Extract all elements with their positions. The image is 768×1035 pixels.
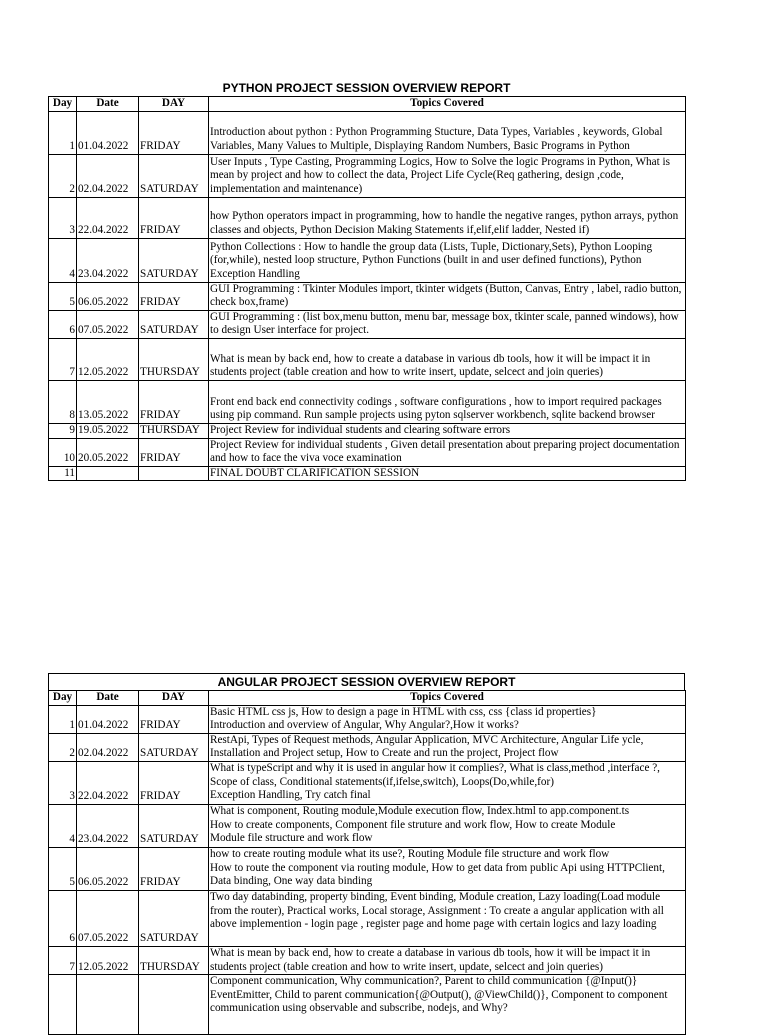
date-cell: 01.04.2022 (77, 111, 139, 154)
date-cell: 13.05.2022 (77, 380, 139, 423)
python-session-table (48, 96, 686, 481)
table-row (49, 804, 686, 847)
table-row (49, 733, 686, 761)
topics-cell: Basic HTML css js, How to design a page in HTML with css, css {class id properties} Introduction and overview of Angular, Why Angular?,How it works? (209, 705, 686, 733)
table-row (49, 890, 686, 946)
day-cell: 4 (49, 238, 77, 282)
weekday-cell: THURSDAY (139, 338, 209, 380)
table-row (49, 338, 686, 380)
date-cell: 12.05.2022 (77, 338, 139, 380)
date-cell: 12.05.2022 (77, 946, 139, 974)
topics-cell: Two day databinding, property binding, Event binding, Module creation, Lazy loading(Load module from the router), Practical works, Local storage, Assignment : To create a angular application with all above implemention - login page , register page and home page with certain logics and lazy loading (209, 890, 686, 946)
table-header-row (49, 691, 686, 706)
table-header-row (49, 97, 686, 112)
topics-cell: What is typeScript and why it is used in angular how it complies?, What is class,method ,interface ?, Scope of class, Conditional statements(if,ifelse,switch), Loops(Do,while,for) Exception Handling, Try catch final (209, 761, 686, 804)
weekday-cell: SATURDAY (139, 804, 209, 847)
date-cell: 02.04.2022 (77, 154, 139, 197)
table-row (49, 466, 686, 481)
topics-cell: RestApi, Types of Request methods, Angular Application, MVC Architecture, Angular Life ycle, Installation and Project setup, How to Create and run the project, Project flow (209, 733, 686, 761)
table-row (49, 975, 686, 1035)
table-row (49, 197, 686, 238)
weekday-cell: FRIDAY (139, 197, 209, 238)
day-cell: 5 (49, 847, 77, 890)
weekday-cell: FRIDAY (139, 847, 209, 890)
day-cell: 4 (49, 804, 77, 847)
topics-cell: Introduction about python : Python Programming Stucture, Data Types, Variables , keywords, Global Variables, Many Values to Multiple, Displaying Random Numbers, Basic Programs in Python (209, 111, 686, 154)
topics-cell: User Inputs , Type Casting, Programming Logics, How to Solve the logic Programs in Python, What is mean by project and how to collect the data, Project Life Cycle(Req gathering, design ,code, implementation and maintenance) (209, 154, 686, 197)
topics-cell: Project Review for individual students , Given detail presentation about preparing project documentation and how to face the viva voce examination (209, 438, 686, 466)
weekday-cell: FRIDAY (139, 438, 209, 466)
weekday-cell: THURSDAY (139, 946, 209, 974)
day-cell: 3 (49, 197, 77, 238)
date-cell: 23.04.2022 (77, 804, 139, 847)
header-topics: Topics Covered (209, 691, 686, 706)
day-cell: 7 (49, 946, 77, 974)
header-day: Day (49, 691, 77, 706)
topics-cell: What is mean by back end, how to create a database in various db tools, how it will be impact it in students project (table creation and how to write insert, update, selcect and join queries) (209, 946, 686, 974)
day-cell (49, 975, 77, 1035)
day-cell: 2 (49, 154, 77, 197)
weekday-cell: SATURDAY (139, 890, 209, 946)
day-cell: 2 (49, 733, 77, 761)
weekday-cell: SATURDAY (139, 733, 209, 761)
weekday-cell (139, 975, 209, 1035)
topics-cell: Python Collections : How to handle the group data (Lists, Tuple, Dictionary,Sets), Python Looping (for,while), nested loop structure, Python Functions (built in and user defined functions), Python Exception Handling (209, 238, 686, 282)
day-cell: 7 (49, 338, 77, 380)
weekday-cell: SATURDAY (139, 238, 209, 282)
day-cell: 5 (49, 282, 77, 310)
weekday-cell (139, 466, 209, 481)
angular-table-body (49, 705, 686, 1035)
date-cell: 23.04.2022 (77, 238, 139, 282)
header-day: Day (49, 97, 77, 112)
table-row (49, 310, 686, 338)
table-row (49, 111, 686, 154)
date-cell: 07.05.2022 (77, 310, 139, 338)
weekday-cell: FRIDAY (139, 282, 209, 310)
topics-cell: What is mean by back end, how to create a database in various db tools, how it will be impact it in students project (table creation and how to write insert, update, selcect and join queries) (209, 338, 686, 380)
table-row (49, 946, 686, 974)
table-row (49, 154, 686, 197)
table-row (49, 380, 686, 423)
header-date: Date (77, 691, 139, 706)
weekday-cell: FRIDAY (139, 761, 209, 804)
date-cell: 02.04.2022 (77, 733, 139, 761)
table-row (49, 438, 686, 466)
table-row (49, 423, 686, 438)
weekday-cell: FRIDAY (139, 111, 209, 154)
topics-cell: how to create routing module what its use?, Routing Module file structure and work flow How to route the component via routing module, How to get data from public Api using HTTPClient, Data binding, One way data binding (209, 847, 686, 890)
date-cell: 19.05.2022 (77, 423, 139, 438)
python-report (48, 80, 685, 481)
day-cell: 11 (49, 466, 77, 481)
angular-session-table (48, 690, 686, 1035)
date-cell: 06.05.2022 (77, 847, 139, 890)
python-report-title: PYTHON PROJECT SESSION OVERVIEW REPORT (222, 81, 511, 95)
date-cell (77, 466, 139, 481)
angular-report-title: ANGULAR PROJECT SESSION OVERVIEW REPORT (48, 673, 685, 690)
day-cell: 6 (49, 890, 77, 946)
day-cell: 8 (49, 380, 77, 423)
date-cell: 20.05.2022 (77, 438, 139, 466)
date-cell: 06.05.2022 (77, 282, 139, 310)
weekday-cell: SATURDAY (139, 154, 209, 197)
table-row (49, 238, 686, 282)
table-row (49, 705, 686, 733)
topics-cell: Project Review for individual students and clearing software errors (209, 423, 686, 438)
python-table-body (49, 111, 686, 481)
topics-cell: GUI Programming : Tkinter Modules import, tkinter widgets (Button, Canvas, Entry , label, radio button, check box,frame) (209, 282, 686, 310)
day-cell: 1 (49, 705, 77, 733)
topics-cell: GUI Programming : (list box,menu button, menu bar, message box, tkinter scale, panned windows), how to design User interface for project. (209, 310, 686, 338)
day-cell: 3 (49, 761, 77, 804)
date-cell: 07.05.2022 (77, 890, 139, 946)
header-dow: DAY (139, 97, 209, 112)
table-row (49, 761, 686, 804)
date-cell: 22.04.2022 (77, 197, 139, 238)
weekday-cell: FRIDAY (139, 705, 209, 733)
date-cell: 01.04.2022 (77, 705, 139, 733)
header-topics: Topics Covered (209, 97, 686, 112)
date-cell (77, 975, 139, 1035)
table-row (49, 282, 686, 310)
topics-cell: Component communication, Why communication?, Parent to child communication {@Input()} EventEmitter, Child to parent communication{@Output(), @ViewChild()}, Component to component communication using observable and subscribe, nodejs, and Why? (209, 975, 686, 1035)
topics-cell: Front end back end connectivity codings , software configurations , how to import required packages using pip command. Run sample projects using pyton sqlserver workbench, sqlite backend browser (209, 380, 686, 423)
day-cell: 6 (49, 310, 77, 338)
date-cell: 22.04.2022 (77, 761, 139, 804)
topics-cell: What is component, Routing module,Module execution flow, Index.html to app.component.ts How to create components, Component file struture and work flow, How to create Module Module file structure and work flow (209, 804, 686, 847)
weekday-cell: SATURDAY (139, 310, 209, 338)
header-date: Date (77, 97, 139, 112)
topics-cell: FINAL DOUBT CLARIFICATION SESSION (209, 466, 686, 481)
table-row (49, 847, 686, 890)
weekday-cell: FRIDAY (139, 380, 209, 423)
topics-cell: how Python operators impact in programming, how to handle the negative ranges, python arrays, python classes and objects, Python Decision Making Statements if,elif,elif ladder, Nested if) (209, 197, 686, 238)
angular-report (48, 673, 685, 1035)
day-cell: 9 (49, 423, 77, 438)
weekday-cell: THURSDAY (139, 423, 209, 438)
day-cell: 10 (49, 438, 77, 466)
day-cell: 1 (49, 111, 77, 154)
header-dow: DAY (139, 691, 209, 706)
